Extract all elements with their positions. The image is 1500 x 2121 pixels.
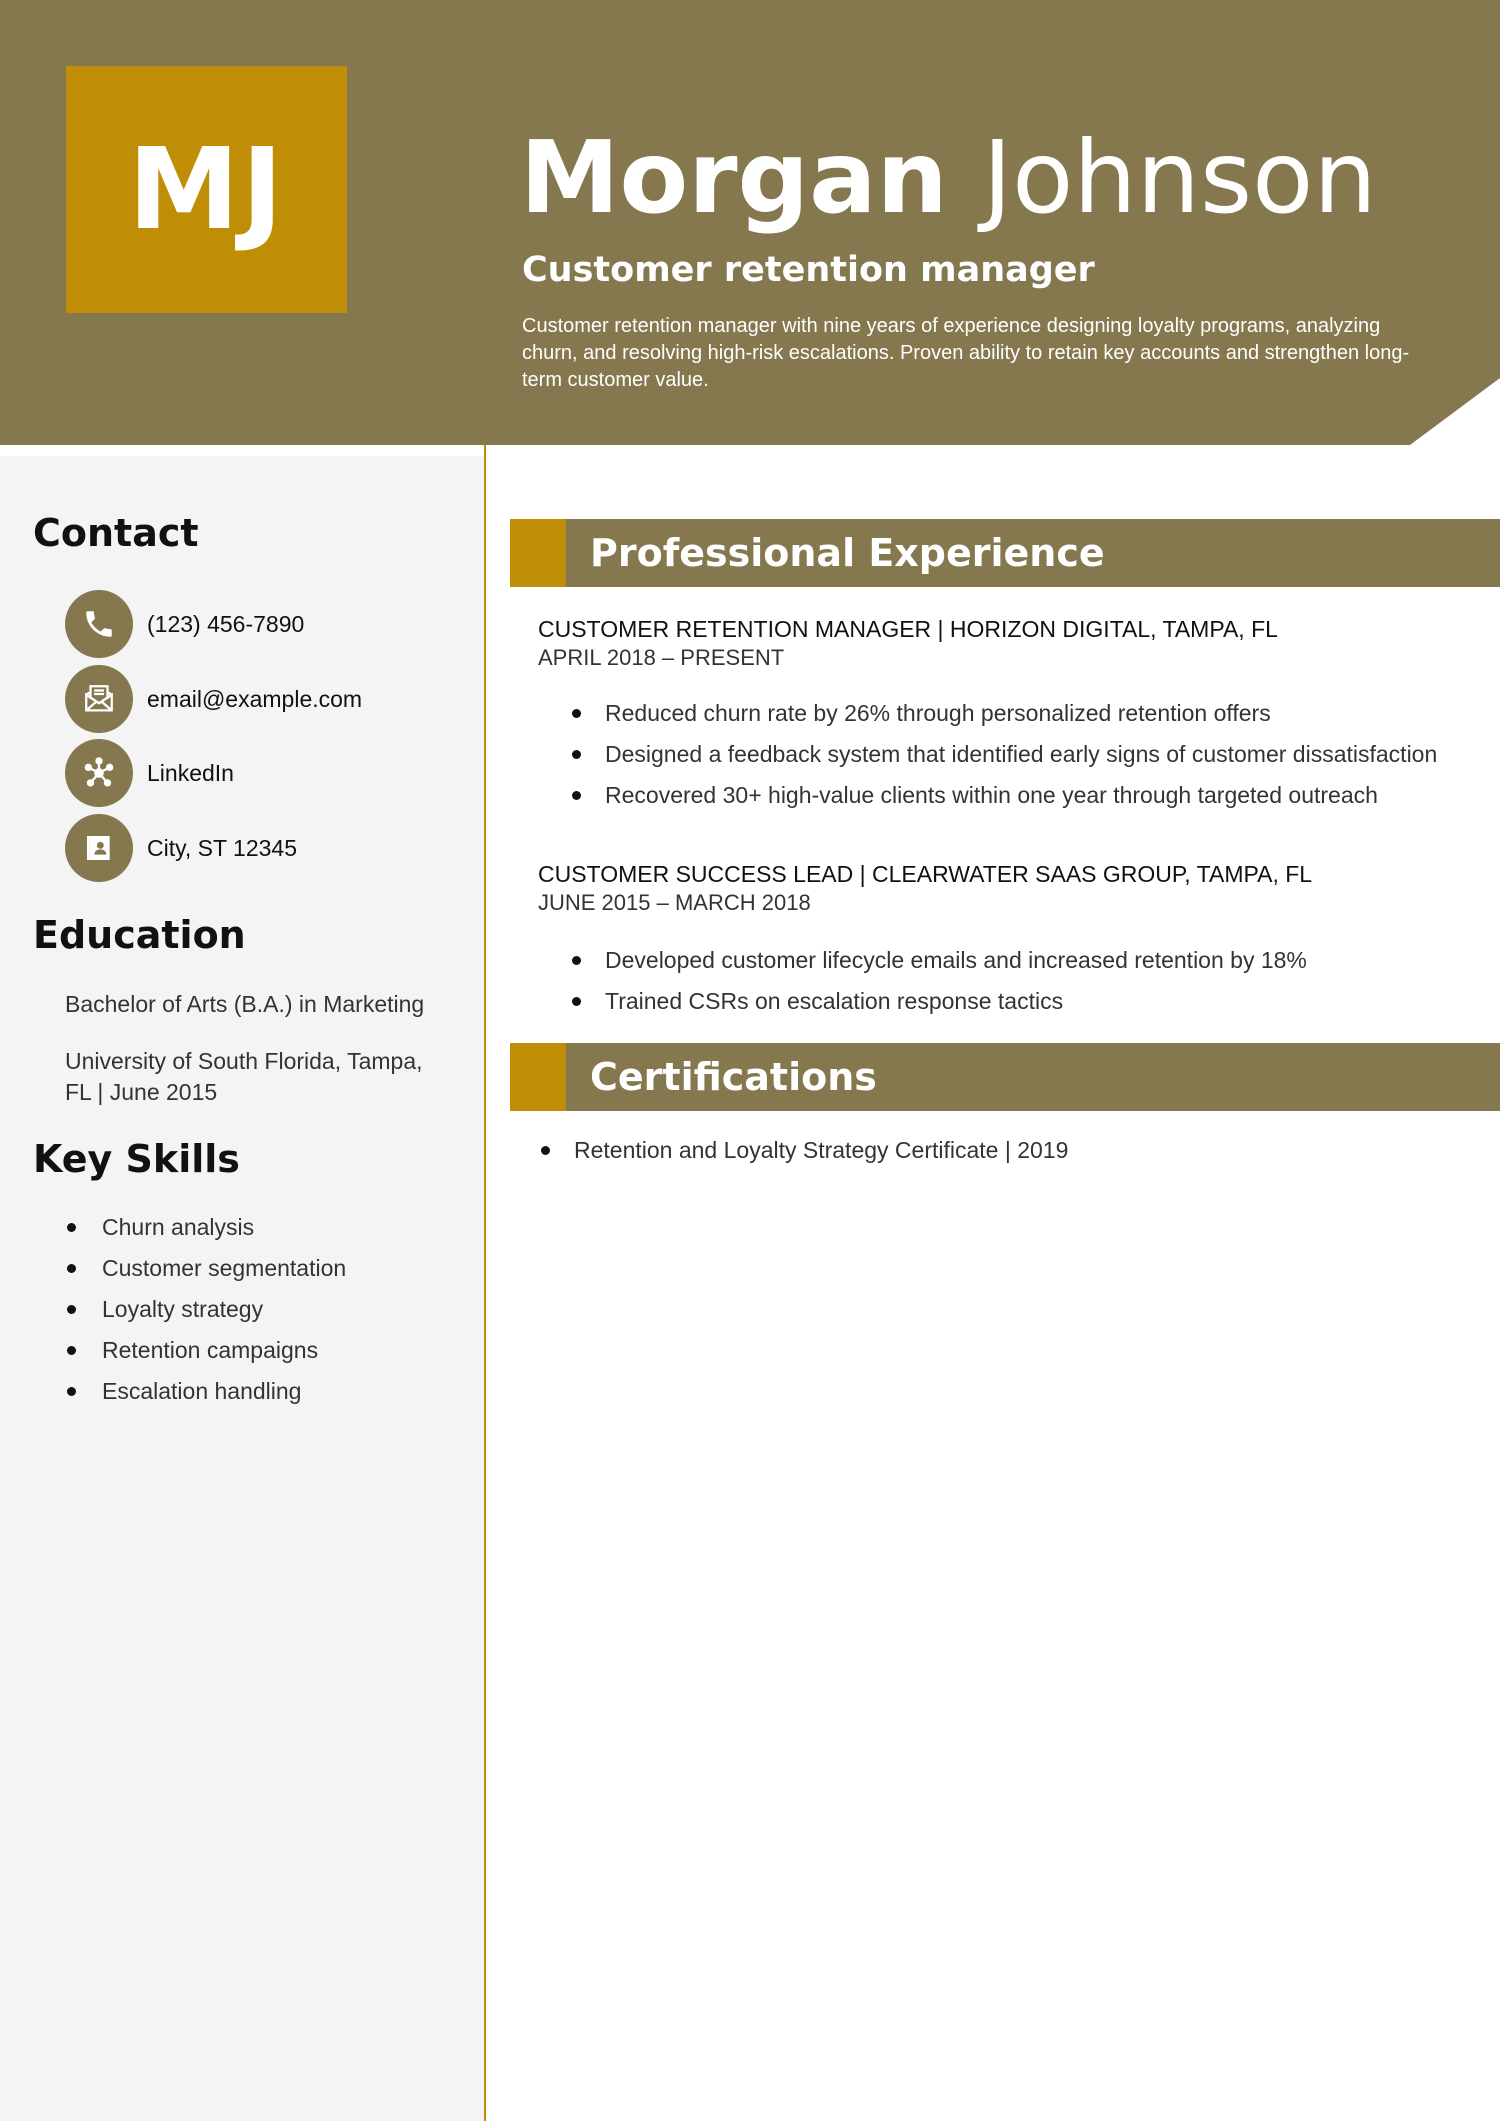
envelope-icon (65, 665, 133, 733)
skills-list (65, 1212, 346, 1417)
contact-heading: Contact (33, 511, 199, 555)
contact-email[interactable] (65, 665, 362, 733)
location-text: City, ST 12345 (147, 834, 298, 861)
job-bullets-1 (570, 698, 1437, 821)
first-name: Morgan (520, 119, 948, 236)
phone-text: (123) 456-7890 (147, 610, 305, 637)
column-divider (484, 445, 486, 2121)
contact-phone[interactable] (65, 590, 304, 658)
list-item: Escalation handling (65, 1376, 346, 1417)
list-item: Retention and Loyalty Strategy Certificate | 2019 (539, 1135, 1068, 1176)
linkedin-text: LinkedIn (147, 759, 234, 786)
job-dates-1: APRIL 2018 – PRESENT (538, 645, 785, 670)
network-icon (65, 739, 133, 807)
phone-icon (65, 590, 133, 658)
job-title: Customer retention manager (522, 250, 1095, 290)
experience-heading: Professional Experience (590, 531, 1105, 575)
last-name: Johnson (982, 119, 1377, 236)
contact-location (65, 814, 297, 882)
job-title-2: CUSTOMER SUCCESS LEAD | CLEARWATER SAAS GROUP, TAMPA, FL (538, 861, 1313, 887)
experience-section-header (510, 519, 1500, 587)
profile-summary: Customer retention manager with nine years of experience designing loyalty programs, analyzing churn, and resolving high-risk escalations. Proven ability to retain key accounts and strengthen long-term customer value. (522, 315, 1410, 391)
section-accent (510, 1043, 566, 1111)
list-item: Loyalty strategy (65, 1294, 346, 1335)
job-dates-2: JUNE 2015 – MARCH 2018 (538, 890, 811, 915)
address-book-icon (65, 814, 133, 882)
list-item: Recovered 30+ high-value clients within one year through targeted outreach (570, 780, 1437, 821)
list-item: Reduced churn rate by 26% through personalized retention offers (570, 698, 1437, 739)
email-text: email@example.com (147, 685, 363, 712)
list-item: Retention campaigns (65, 1335, 346, 1376)
certifications-heading: Certifications (590, 1055, 877, 1099)
resume-header (0, 0, 1500, 445)
list-item: Developed customer lifecycle emails and increased retention by 18% (570, 945, 1307, 986)
candidate-name (520, 118, 1377, 238)
list-item: Trained CSRs on escalation response tactics (570, 986, 1307, 1027)
monogram-badge: MJ (66, 66, 347, 313)
header-corner-cut (1410, 378, 1500, 445)
contact-linkedin[interactable] (65, 739, 234, 807)
certifications-list (539, 1135, 1068, 1176)
list-item: Designed a feedback system that identified early signs of customer dissatisfaction (570, 739, 1437, 780)
list-item: Churn analysis (65, 1212, 346, 1253)
job-bullets-2 (570, 945, 1307, 1027)
certifications-section-header (510, 1043, 1500, 1111)
list-item: Customer segmentation (65, 1253, 346, 1294)
skills-heading: Key Skills (33, 1137, 240, 1181)
section-accent (510, 519, 566, 587)
education-heading: Education (33, 913, 246, 957)
job-title-1: CUSTOMER RETENTION MANAGER | HORIZON DIGITAL, TAMPA, FL (538, 616, 1278, 642)
education-degree: Bachelor of Arts (B.A.) in Marketing (65, 991, 425, 1017)
education-school: University of South Florida, Tampa, FL | June 2015 (65, 1048, 423, 1105)
